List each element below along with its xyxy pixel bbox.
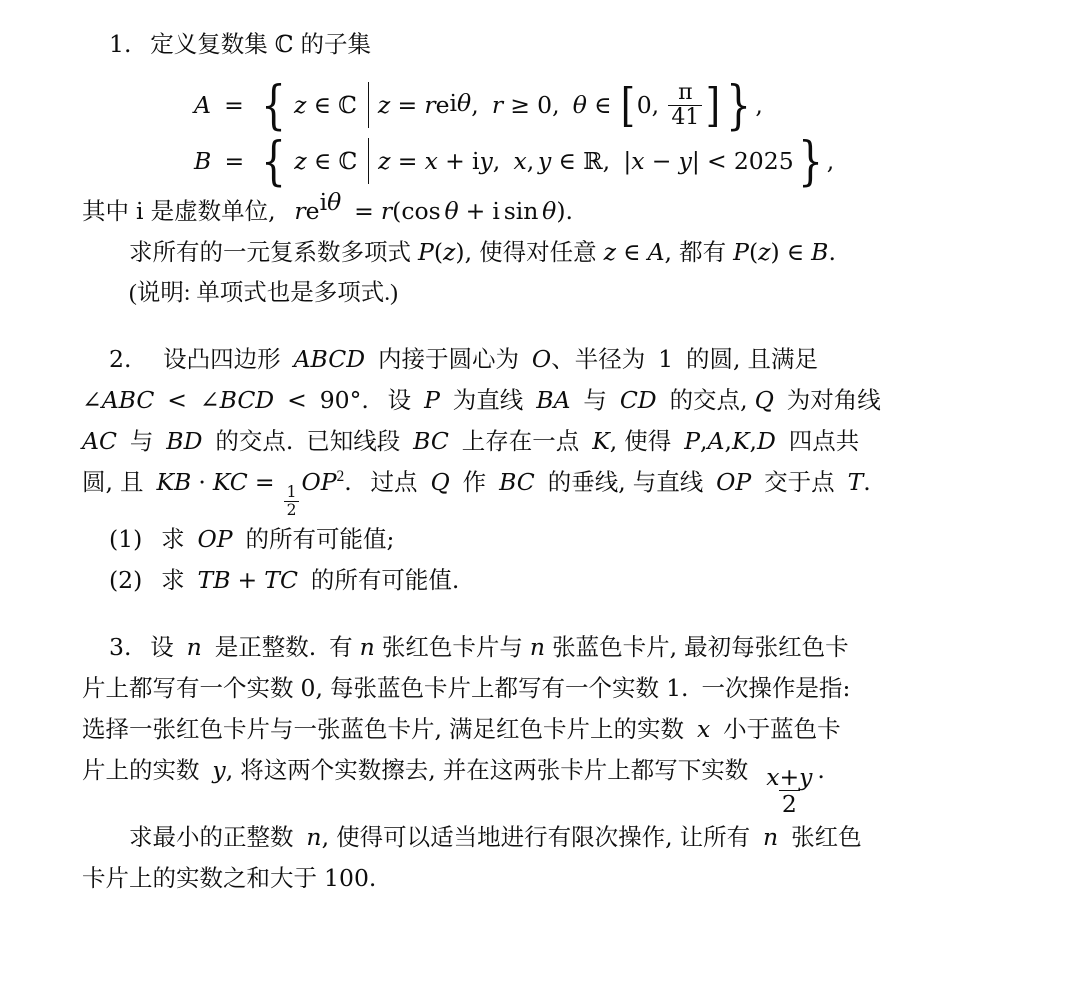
problem-1-note: 其中 i 是虚数单位, $re^{i\theta} = r(\cos$ θ + i sin θ).	[82, 188, 573, 225]
complex-set-symbol: ℂ	[274, 30, 294, 58]
problem-3-question-line-1: 求最小的正整数 n, 使得可以适当地进行有限次操作, 让所有 n 张红色	[129, 823, 862, 852]
problem-2-line-2: ∠ABC < ∠BCD < 90°. 设 P 为直线 BA 与 CD 的交点, Q 为对角线	[82, 386, 881, 414]
problem-3-line-4: 片上的实数 y, 将这两个实数擦去, 并在这两张卡片上都写下实数 $\frac{x+y}{2}$ .	[82, 756, 825, 819]
threshold-value: 100	[324, 864, 369, 893]
red-card-value: 0	[300, 674, 316, 703]
problem-1-question: 求所有的一元复系数多项式 P(z), 使得对任意 z ∈ A, 都有 P(z) ∈ B.	[129, 238, 836, 266]
problem-1-display-math	[82, 75, 998, 192]
problem-1-remark: (说明: 单项式也是多项式.)	[129, 280, 398, 306]
set-A-name: A	[194, 91, 211, 119]
problem-2-subquestion-2: (2) 求 TB + TC 的所有可能值.	[109, 566, 460, 595]
problem-3-number: 3.	[109, 633, 132, 662]
bound-2025: 2025	[733, 147, 794, 175]
set-A-definition: A = { z ∈ ℂ z = r e iθ , r ≥ 0 , θ ∈ [ 0 , $\frac{\pi}{41}$ ] } ,	[194, 76, 763, 136]
blue-card-value: 1	[666, 674, 682, 703]
problem-1-intro-text: 定义复数集	[150, 32, 268, 58]
problem-2-line-1: 2. 设凸四边形 ABCD 内接于圆心为 O、半径为 1 的圆, 且满足	[109, 345, 819, 373]
problem-3-line-1: 3. 设 n 是正整数. 有 n 张红色卡片与 n 张蓝色卡片, 最初每张红色卡	[109, 633, 849, 662]
problem-1-number: 1.	[109, 30, 132, 58]
comma-after-B: ,	[826, 147, 835, 175]
problem-3-line-3: 选择一张红色卡片与一张蓝色卡片, 满足红色卡片上的实数 x 小于蓝色卡	[82, 715, 841, 744]
problem-2-number: 2.	[109, 345, 132, 373]
section-spacer-1	[82, 313, 998, 339]
problem-3-question-line-2: 卡片上的实数之和大于 100.	[82, 864, 377, 893]
set-B-definition: B = { z ∈ ℂ z = x + i y , x , y ∈ ℝ , | x − y | < 2025 } ,	[194, 132, 835, 192]
x-plus-y-over-2-fraction: $\frac{x+y}{2}$	[766, 762, 813, 819]
pi-over-41-fraction: $\frac{\pi}{41}$	[668, 81, 702, 128]
section-spacer-2	[82, 601, 998, 627]
such-that-bar-A	[368, 82, 369, 128]
problem-2-line-4: 圆, 且 KB · KC = $\frac{1}{2}$ $OP^2$. 过点 Q 作 BC 的垂线, 与直线 OP 交于点 T.	[82, 468, 871, 519]
such-that-bar-B	[368, 138, 369, 184]
comma-after-A: ,	[755, 91, 763, 119]
problem-1-intro: 1. 定义复数集 ℂ 的子集	[109, 30, 372, 58]
problem-2-subquestion-1: (1) 求 OP 的所有可能值;	[109, 525, 395, 554]
set-B-name: B	[194, 147, 212, 175]
one-half-fraction: $\frac{1}{2}$	[284, 484, 300, 520]
problem-3-line-2: 片上都写有一个实数 0, 每张蓝色卡片上都写有一个实数 1. 一次操作是指:	[82, 674, 851, 703]
problem-2-line-3: AC 与 BD 的交点. 已知线段 BC 上存在一点 K, 使得 P,A,K,D 四点共	[82, 427, 860, 455]
subquestion-2-label: (2)	[109, 566, 143, 595]
subquestion-1-label: (1)	[109, 525, 143, 554]
